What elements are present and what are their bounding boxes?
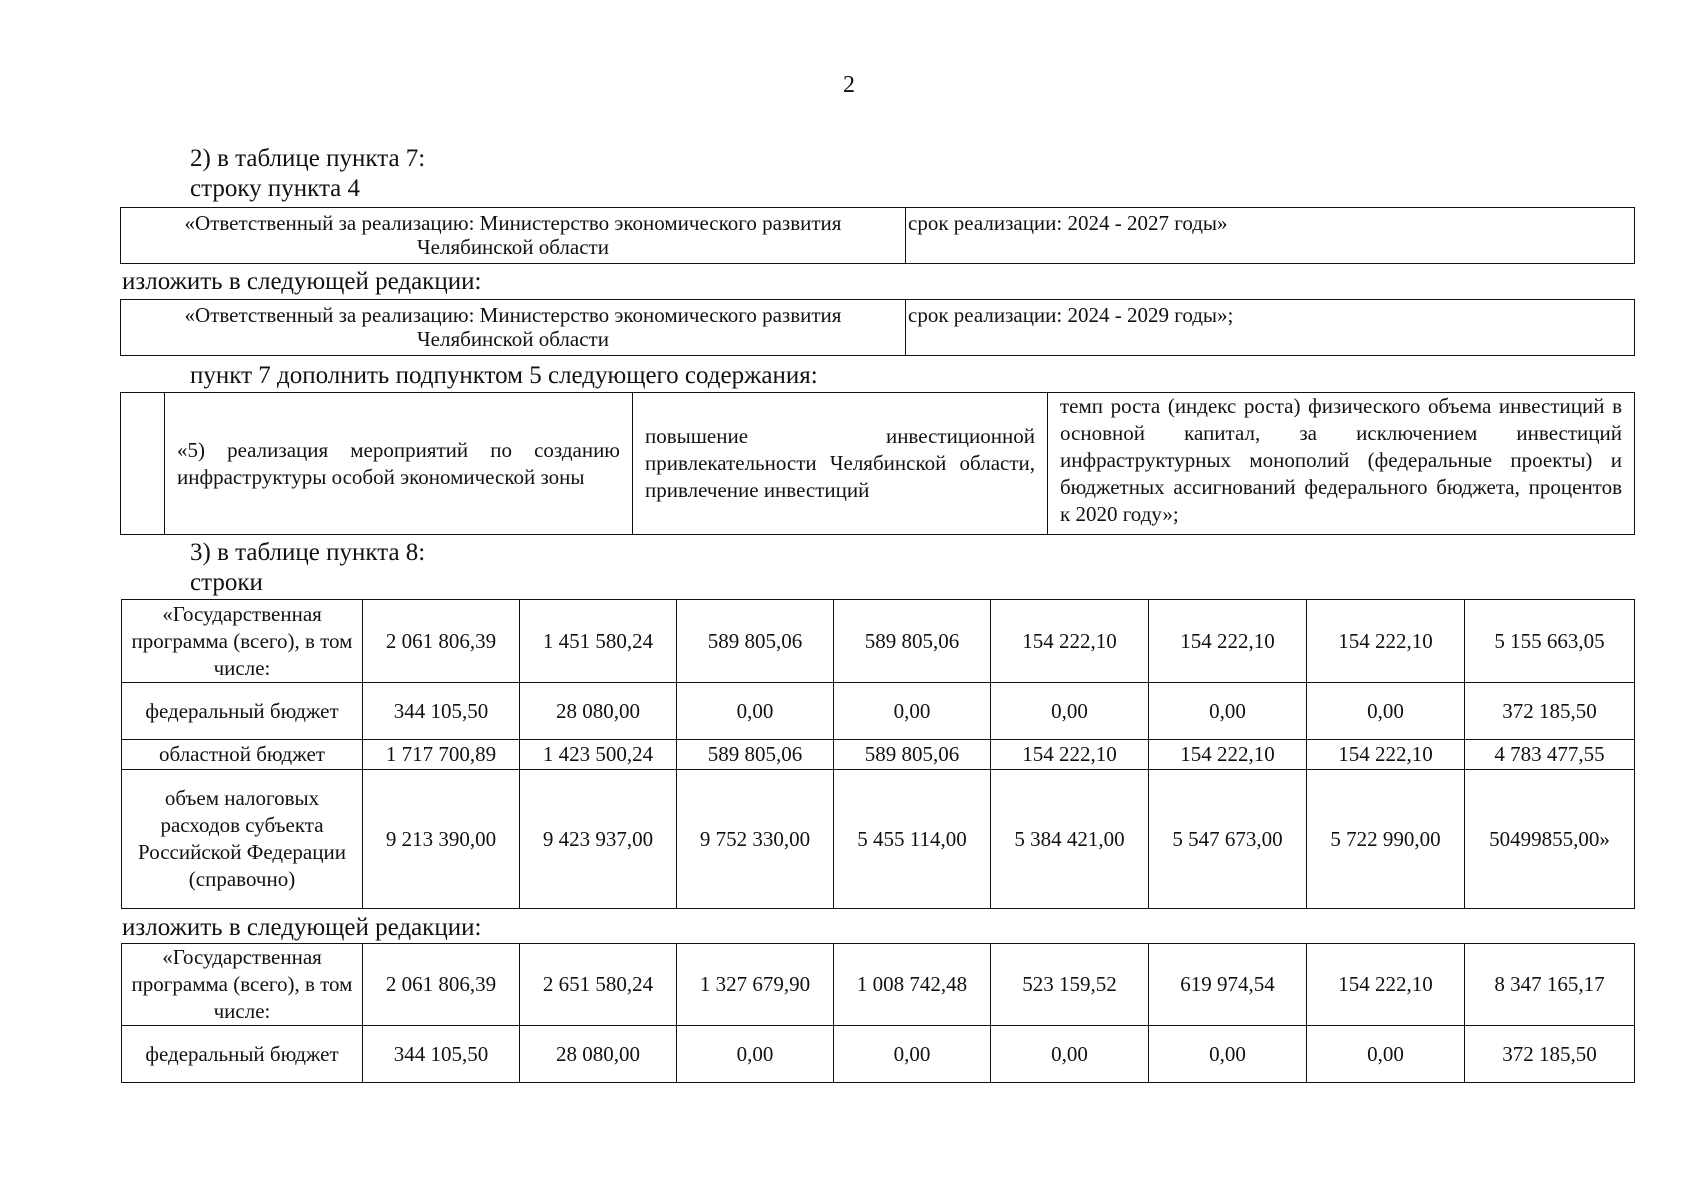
value-cell: 5 455 114,00 [834,770,991,909]
page-number: 2 [843,72,855,98]
value-cell: 372 185,50 [1465,1026,1635,1083]
table8-intro: 3) в таблице пункта 8: [190,539,426,566]
table-row [121,300,1635,356]
table-row [122,683,1635,740]
value-cell: 154 222,10 [991,600,1149,683]
row-label: федеральный бюджет [122,683,363,740]
value-cell: 9 752 330,00 [677,770,834,909]
responsible-line2: Челябинской области [417,327,609,351]
value-cell: 154 222,10 [991,740,1149,770]
number-cell [121,393,165,535]
old-responsible-table [120,207,1635,264]
table-row [121,393,1635,535]
value-cell: 1 717 700,89 [363,740,520,770]
value-cell: 5 722 990,00 [1307,770,1465,909]
term-cell: срок реализации: 2024 - 2027 годы» [906,208,1635,264]
value-cell: 5 155 663,05 [1465,600,1635,683]
value-cell: 0,00 [677,1026,834,1083]
responsible-line1: «Ответственный за реализацию: Министерство экономического развития [184,303,842,327]
responsible-line1: «Ответственный за реализацию: Министерство экономического развития [184,211,842,235]
table-row [121,208,1635,264]
value-cell: 589 805,06 [677,740,834,770]
new-responsible-table [120,299,1635,356]
responsible-cell [121,300,906,356]
value-cell: 4 783 477,55 [1465,740,1635,770]
value-cell: 344 105,50 [363,683,520,740]
new-edition-heading-1: изложить в следующей редакции: [122,268,482,295]
row-label: «Государственная программа (всего), в том числе: [122,944,363,1026]
value-cell: 8 347 165,17 [1465,944,1635,1026]
value-cell: 0,00 [1307,1026,1465,1083]
term-cell: срок реализации: 2024 - 2029 годы»; [906,300,1635,356]
table-row [122,600,1635,683]
table-row [122,770,1635,909]
value-cell: 154 222,10 [1307,740,1465,770]
value-cell: 0,00 [834,1026,991,1083]
old-financing-table [121,599,1635,909]
value-cell: 154 222,10 [1307,944,1465,1026]
value-cell: 1 423 500,24 [520,740,677,770]
table-row [122,1026,1635,1083]
row-label: федеральный бюджет [122,1026,363,1083]
value-cell: 589 805,06 [834,740,991,770]
value-cell: 154 222,10 [1149,740,1307,770]
value-cell: 1 327 679,90 [677,944,834,1026]
value-cell: 0,00 [1149,683,1307,740]
value-cell: 154 222,10 [1149,600,1307,683]
value-cell: 2 061 806,39 [363,600,520,683]
table-row [122,944,1635,1026]
subitem5-table [120,392,1635,535]
value-cell: 0,00 [991,1026,1149,1083]
value-cell: 372 185,50 [1465,683,1635,740]
value-cell: 1 451 580,24 [520,600,677,683]
responsible-cell [121,208,906,264]
value-cell: 28 080,00 [520,683,677,740]
rows-heading: строки [190,569,263,596]
value-cell: 2 651 580,24 [520,944,677,1026]
value-cell: 589 805,06 [677,600,834,683]
indicator-cell: темп роста (индекс роста) физического объема инвестиций в основной капитал, за исключением инвестиций инфраструктурных монополий (федеральные проекты) и бюджетных ассигнований федерального бюджета, процентов к 2020 году»; [1048,393,1635,535]
responsible-line2: Челябинской области [417,235,609,259]
value-cell: 28 080,00 [520,1026,677,1083]
value-cell: 50499855,00» [1465,770,1635,909]
value-cell: 2 061 806,39 [363,944,520,1026]
value-cell: 0,00 [1149,1026,1307,1083]
value-cell: 9 423 937,00 [520,770,677,909]
row-label: областной бюджет [122,740,363,770]
value-cell: 5 384 421,00 [991,770,1149,909]
add-subitem-heading: пункт 7 дополнить подпунктом 5 следующего содержания: [190,362,818,389]
task-cell: «5) реализация мероприятий по созданию инфраструктуры особой экономической зоны [165,393,633,535]
value-cell: 523 159,52 [991,944,1149,1026]
value-cell: 9 213 390,00 [363,770,520,909]
value-cell: 589 805,06 [834,600,991,683]
value-cell: 5 547 673,00 [1149,770,1307,909]
row4-heading: строку пункта 4 [190,175,361,202]
value-cell: 154 222,10 [1307,600,1465,683]
value-cell: 0,00 [1307,683,1465,740]
table-row [122,740,1635,770]
new-edition-heading-2: изложить в следующей редакции: [122,914,482,941]
table7-intro: 2) в таблице пункта 7: [190,145,426,172]
value-cell: 1 008 742,48 [834,944,991,1026]
effect-cell: повышение инвестиционной привлекательности Челябинской области, привлечение инвестиций [633,393,1048,535]
value-cell: 0,00 [991,683,1149,740]
row-label: «Государственная программа (всего), в том числе: [122,600,363,683]
value-cell: 344 105,50 [363,1026,520,1083]
new-financing-table [121,943,1635,1083]
row-label: объем налоговых расходов субъекта Российской Федерации (справочно) [122,770,363,909]
value-cell: 619 974,54 [1149,944,1307,1026]
value-cell: 0,00 [677,683,834,740]
value-cell: 0,00 [834,683,991,740]
